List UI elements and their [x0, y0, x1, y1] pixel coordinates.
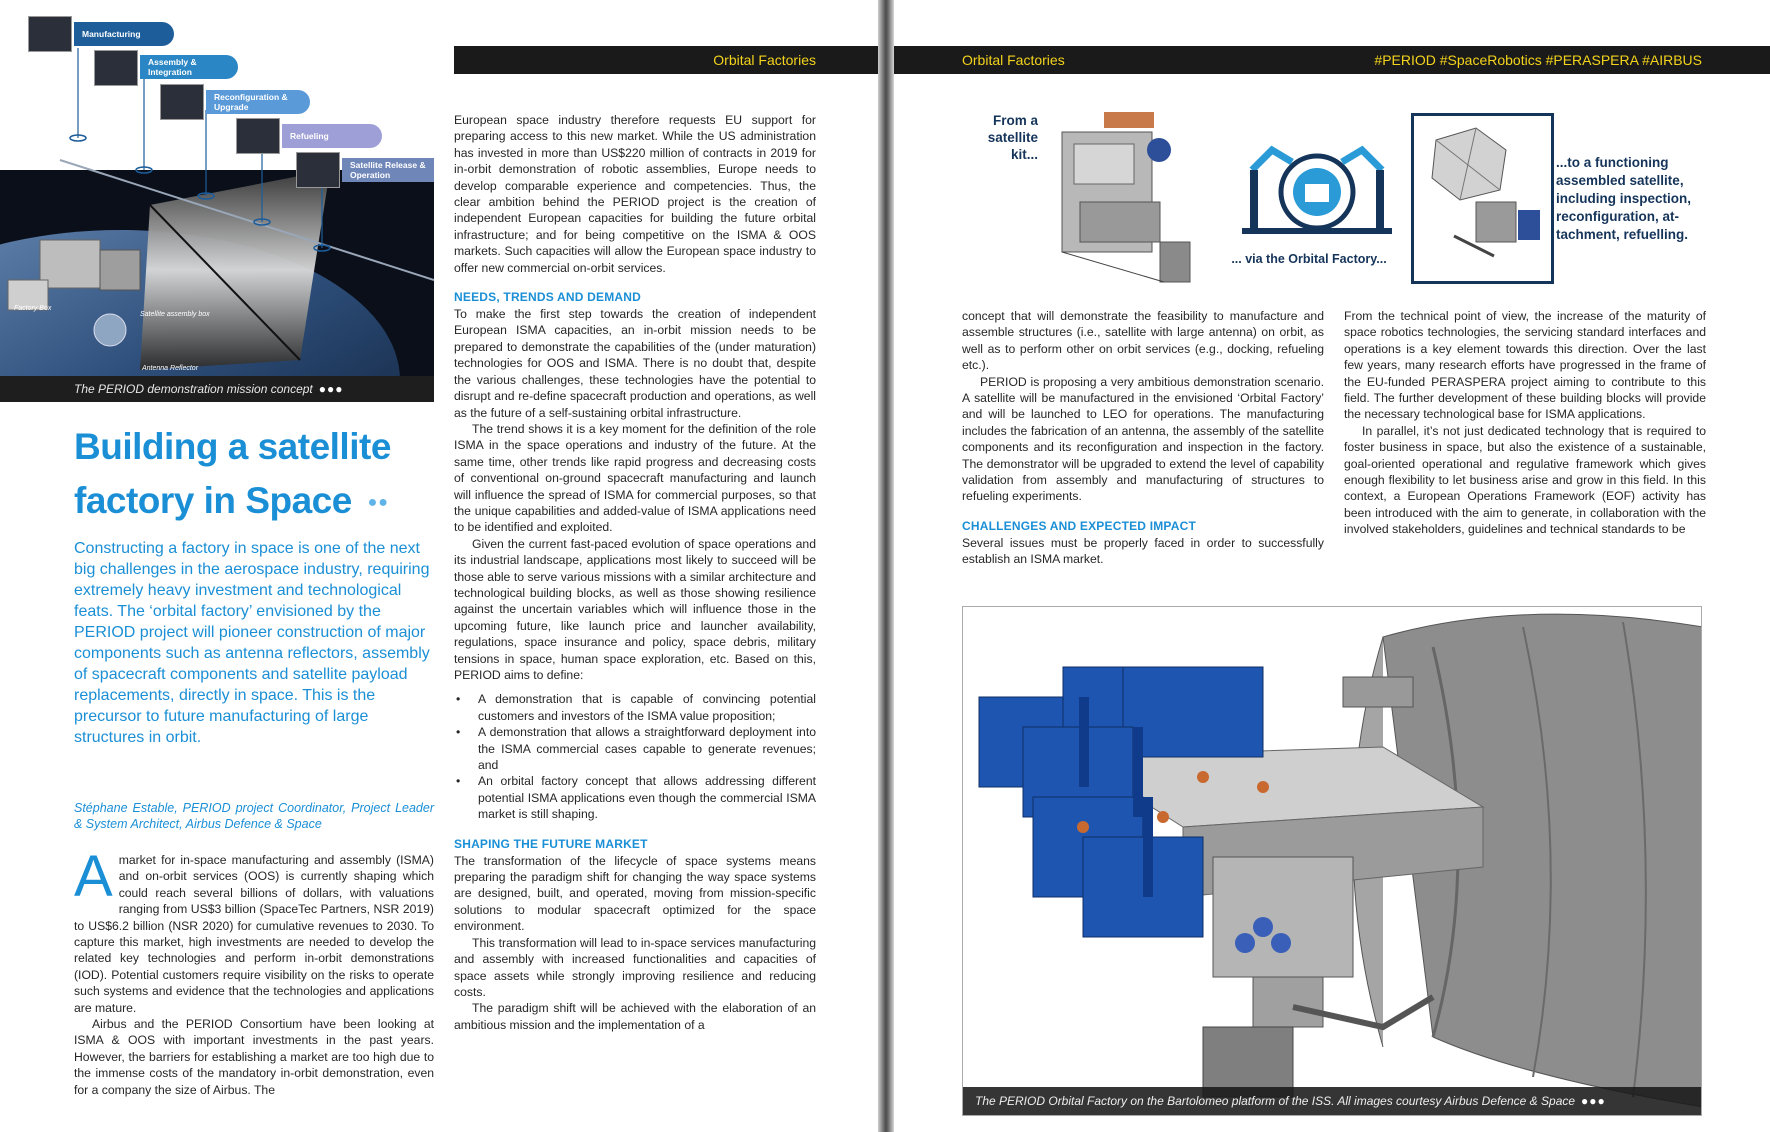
- col1-paragraph-2: Airbus and the PERIOD Consortium have been looking at ISMA & OOS with important investments in the past years. However, the barriers for establishing a market are too high due to the immense costs of the mandatory in-orbit demonstration, even for a company the size of Airbus. The: [74, 1017, 434, 1097]
- assembly-thumbnail: [94, 50, 138, 86]
- section-needs-trends-heading: NEEDS, TRENDS AND DEMAND: [454, 290, 642, 305]
- shaping-paragraph-3: The paradigm shift will be achieved with the elaboration of an ambitious mission and the implementation of a: [454, 1001, 816, 1032]
- step-label: Reconfiguration & Upgrade: [214, 92, 288, 112]
- col2-intro: European space industry therefore requests EU support for preparing access to this new market. While the US administration has invested in more than US$220 million of contracts in 2019 for in-orbit demonstration of robotic assemblies, Europe needs to develop comparable experience and competencies. Thus, the clear ambition behind the PERIOD project is the creation of independent European capacities for building the future orbital infrastructure; and for being competitive on the ISMA & OOS markets. Such capacities will allow the European space industry to offer new commercial on-orbit services.: [454, 113, 816, 275]
- step-assembly: [140, 55, 238, 79]
- figure-caption-text: The PERIOD Orbital Factory on the Bartolomeo platform of the ISS. All images courtesy Airbus Defence & Space: [975, 1094, 1576, 1108]
- bullet-item: • A demonstration that is capable of convincing potential customers and investors of the ISMA value proposition;: [454, 691, 816, 724]
- book-gutter: [878, 0, 894, 1132]
- from-kit-label: From a satellite kit...: [987, 113, 1038, 162]
- orbital-factory-illustration: [963, 607, 1702, 1116]
- column-4: [1344, 308, 1706, 538]
- shaping-paragraph-2: This transformation will lead to in-space services manufacturing and assembly with increased functionalities and capacities of space assets while strongly improving resilience and reducing costs.: [454, 935, 816, 999]
- col4-paragraph-1: From the technical point of view, the increase of the maturity of space robotics technologies, the servicing standard interfaces and operations is a key element towards this direction. Over the last few years, many research efforts have progressed in the frame of the EU-funded PERASPERA project aiming to contribute to this field. The further development of these building blocks will provide the necessary technological base for ISMA applications.: [1344, 309, 1706, 422]
- needs-paragraph-1: To make the first step towards the creation of independent European ISMA capacities, an in-orbit mission needs to be prepared to demonstrate the capabilities of the (under maturation) technologies for OOS and ISMA. There is no doubt that, despite the various challenges, these technologies have the potential to disrupt and re-define spacecraft production and operations, as well as the future of a self-sustaining orbital infrastructure.: [454, 307, 816, 420]
- shaping-paragraph-1: The transformation of the lifecycle of space systems means preparing the paradigm shift for changing the way space systems are designed, built, and operated, moving from mission-specific solutions to modular spacecraft optimized for the space environment.: [454, 853, 816, 934]
- section-challenges-heading: CHALLENGES AND EXPECTED IMPACT: [962, 518, 1197, 533]
- drop-cap: A: [74, 844, 113, 909]
- orbital-factory-icon: [1242, 140, 1392, 240]
- satellite-kit-illustration: [1044, 112, 1214, 292]
- antenna-label: Antenna Reflector: [142, 365, 199, 372]
- bullet-item: • An orbital factory concept that allows addressing different potential ISMA applications even though the commercial ISMA market is still shaping.: [454, 773, 816, 822]
- col3-paragraph-1: concept that will demonstrate the feasibility to manufacture and assemble structures (i.e., satellite with large antenna) on orbit, as well as to perform other on orbit services (e.g., docking, refueling etc.).: [962, 309, 1324, 373]
- figure-caption-dots: ●●●: [1581, 1094, 1606, 1108]
- col1-paragraph-1: market for in-space manufacturing and assembly (ISMA) and on-orbit services (OOS) is currently shaping which could reach several billions of dollars, with valuations ranging from US$3 billion (SpaceTec Partners, NSR 2019) to US$6.2 billion (NSR 2020) for cumulative revenues to 2030. To capture this market, high investments are needed to develop the related key technologies and perform in-orbit demonstrations (IOD). Potential customers require visibility on the risks to operate such systems and evidence that the technologies and applications are mature.: [74, 853, 434, 1015]
- orbital-factory-figure: [962, 606, 1702, 1116]
- step-manufacturing: [74, 22, 174, 46]
- challenges-paragraph-1: Several issues must be properly faced in order to successfully establish an ISMA market.: [962, 535, 1324, 567]
- figure-caption: [963, 1087, 1701, 1115]
- via-factory-label: ... via the Orbital Factory...: [1231, 252, 1387, 266]
- bullet-item: • A demonstration that allows a straightforward deployment into the ISMA commercial cases capable to generate revenues; and: [454, 724, 816, 773]
- column-1: [74, 844, 434, 1098]
- left-header-text: Orbital Factories: [713, 52, 816, 68]
- assembly-box-label: Satellite assembly box: [140, 311, 210, 318]
- hero-caption-text: The PERIOD demonstration mission concept: [74, 382, 313, 396]
- step-release: [342, 158, 434, 182]
- left-header-bar: [454, 46, 878, 74]
- column-3: [962, 308, 1324, 568]
- step-label: Manufacturing: [82, 29, 141, 39]
- step-label: Refueling: [290, 131, 329, 141]
- assembled-satellite-illustration: [1414, 116, 1551, 281]
- byline: Stéphane Estable, PERIOD project Coordinator, Project Leader & System Architect, Airbus Defence & Space: [74, 801, 434, 831]
- assembled-satellite-box: [1411, 113, 1554, 284]
- to-satellite-label: ...to a functioning assembled satellite, including inspection, reconfiguration, at-tachment, refuelling.: [1556, 155, 1691, 242]
- step-reconfiguration: [206, 90, 310, 114]
- col3-paragraph-2: PERIOD is proposing a very ambitious demonstration scenario. A satellite will be manufactured in the envisioned ‘Orbital Factory’ and will be launched to LEO for operations. The manufacturing includes the fabrication of an antenna, the assembly of the satellite components and its reconfiguration and inspection in the factory. The demonstrator will be upgraded to extend the level of capability validation from assembly and manufacturing of structures to refueling experiments.: [962, 374, 1324, 504]
- step-label: Satellite Release & Operation: [350, 160, 426, 180]
- right-header-bar: [894, 46, 1770, 74]
- hero-figure: [0, 0, 434, 402]
- right-header-hashtags: #PERIOD #SpaceRobotics #PERASPERA #AIRBUS: [1374, 52, 1702, 68]
- title-dots: ●●: [367, 494, 389, 512]
- article-title: [74, 420, 434, 530]
- col4-paragraph-2: In parallel, it’s not just dedicated technology that is required to foster business in space, but also the existence of a sustainable, goal-oriented operational and regulative framework which gives enough flexibility to let business arise and grow in this field. In this context, a European Operations Framework (EOF) activity has been introduced with the aim to generate, in collaboration with the involved stakeholders, guidelines and technical standards to be: [1344, 423, 1706, 537]
- section-shaping-market-heading: SHAPING THE FUTURE MARKET: [454, 836, 648, 851]
- caption-dots: ●●●: [318, 382, 344, 396]
- right-header-left: Orbital Factories: [962, 52, 1065, 68]
- factory-box-label: Factory Box: [14, 305, 52, 312]
- release-thumbnail: [296, 152, 340, 188]
- reconfiguration-thumbnail: [160, 84, 204, 120]
- aims-bullet-list: [454, 691, 816, 822]
- refueling-thumbnail: [236, 118, 280, 154]
- step-label: Assembly & Integration: [148, 57, 197, 77]
- column-2: [454, 112, 816, 1033]
- manufacturing-thumbnail: [28, 16, 72, 52]
- hero-caption: [0, 376, 434, 402]
- needs-paragraph-2: The trend shows it is a key moment for the definition of the role ISMA in the space operations and industry of the future. At the same time, other trends like rapid progress and decreasing costs of conventional on-ground spacecraft manufacturing and launch will influence the spread of ISMA for commercial purposes, so that the unique capabilities and added-value of ISMA applications need to be identified and exploited.: [454, 421, 816, 535]
- standfirst: Constructing a factory in space is one of the next big challenges in the aerospace industry, requiring extremely heavy investment and technological feats. The ‘orbital factory’ envisioned by the PERIOD project will pioneer construction of major components such as antenna reflectors, assembly of spacecraft components and satellite payload replacements, directly in space. This is the precursor to future manufacturing of large structures in orbit.: [74, 540, 430, 746]
- left-page: [0, 0, 878, 1132]
- article-title-text: Building a satellite factory in Space: [74, 426, 391, 521]
- step-refueling: [282, 124, 382, 148]
- right-page: [894, 0, 1770, 1132]
- needs-paragraph-3: Given the current fast-paced evolution of space operations and its industrial landscape, applications most likely to succeed will be those able to serve various missions with a similar architecture and technological building blocks, as well as those showing resilience against the uncertain variables which will influence those in the upcoming future, like launch price and launcher availability, regulations, space insurance and policy, space debris, military tensions in space, human space exploration, etc. Based on this, PERIOD aims to define:: [454, 536, 816, 682]
